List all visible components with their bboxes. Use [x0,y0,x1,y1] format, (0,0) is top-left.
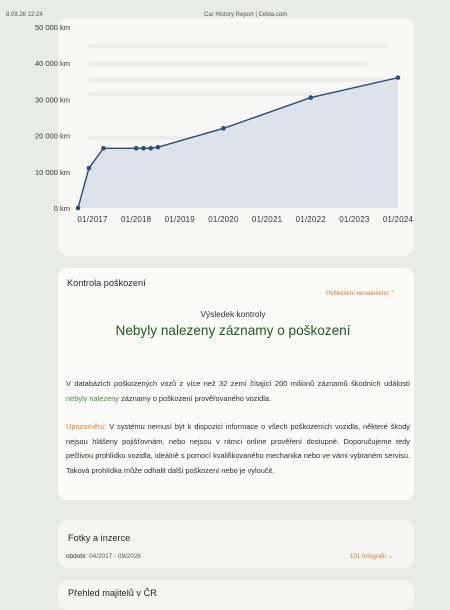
owners-section-title: Přehled majitelů v ČR [68,588,157,598]
period-value: 04/2017 - 09/2026 [89,553,141,560]
x-tick-label: 01/2024 [382,215,414,224]
highlight-not-found: nebyly nalezeny [66,393,120,403]
damage-toggle-label: Poškození nenalezeno [326,290,389,297]
print-title: Car History Report | Cebia.com [204,12,288,18]
y-tick-label: 30 000 km [34,95,70,105]
photos-toggle-link[interactable] [350,553,393,560]
result-label: Výsledek kontroly [200,309,266,319]
period-label: období: [66,553,88,560]
chevron-up-icon: ⌃ [390,290,396,297]
x-tick-label: 01/2020 [208,215,239,224]
y-tick-label: 20 000 km [34,131,70,141]
chart-point [148,146,153,151]
chart-point [308,95,313,100]
mileage-chart [0,0,450,260]
photos-card [58,520,414,568]
warning-paragraph [66,420,410,478]
x-tick-label: 01/2018 [121,215,152,224]
damage-section-title: Kontrola poškození [67,278,146,288]
x-tick-label: 01/2019 [164,215,195,224]
print-date: 8.09.26 12:24 [6,12,43,18]
y-tick-label: 0 km [53,204,70,213]
chart-point [134,146,139,151]
warning-label: Upozornění: [66,422,107,431]
photos-section-title: Fotky a inzerce [68,533,131,543]
y-tick-label: 10 000 km [34,167,70,177]
x-tick-label: 01/2022 [295,215,326,224]
damage-paragraph [66,377,410,406]
x-tick-label: 01/2021 [251,215,283,224]
chart-point [156,145,161,150]
photos-count-label: 101 fotografií [350,553,387,560]
chevron-down-icon: ⌄ [387,553,394,560]
y-tick-label: 50 000 km [34,23,70,32]
paragraph-text: záznamy o poškození prověřovaného vozidla. [119,393,272,403]
chart-point [87,166,92,171]
chart-point [221,126,226,131]
chart-point [76,206,81,211]
paragraph-text: V databázích poškozených vozů z více než 32 zemí čítající 200 milionů záznamů škodních událostí [66,379,410,388]
y-tick-label: 40 000 km [34,59,70,69]
warning-text: V systému nemusí být k dispozici informace o všech poškozeních vozidla, některé škody nejsou hlášeny pojišťovnám, nebo nejsou v rámci online prověření dostupné. Doporučujeme tedy pečlivou prohlídku vozidla, ideálně s pomocí kvalifikovaného mechanika nebo ve vámi vybraném servisu. Taková prohlídka může odhalit další poškození nebo je vyloučit. [66,422,410,475]
chart-point [101,146,106,151]
result-heading: Nebyly nalezeny záznamy o poškození [115,323,351,338]
photos-period [66,553,141,560]
chart-point [396,75,401,80]
x-tick-label: 01/2023 [339,215,370,224]
x-tick-label: 01/2017 [77,215,108,224]
damage-toggle-link[interactable] [326,290,396,297]
chart-area [78,78,398,208]
chart-point [141,146,146,151]
